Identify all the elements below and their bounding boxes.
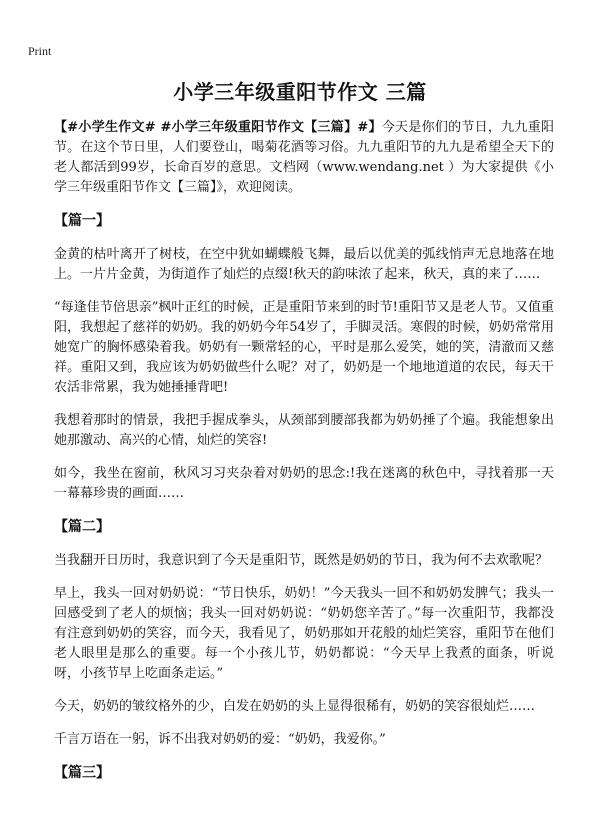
page-title: 小学三年级重阳节作文 三篇 bbox=[173, 80, 427, 104]
paragraph: 今天，奶奶的皱纹格外的少，白发在奶奶的头上显得很稀有，奶奶的笑容很灿烂…… bbox=[54, 699, 536, 714]
paragraph: 千言万语在一躬，诉不出我对奶奶的爱：“奶奶，我爱你。” bbox=[54, 732, 386, 747]
intro-paragraph bbox=[54, 118, 554, 198]
section-heading-3: 【篇三】 bbox=[54, 765, 110, 781]
intro-tag: 【#小学生作文# #小学三年级重阳节作文【三篇】#】 bbox=[54, 120, 382, 135]
paragraph: 金黄的枯叶离开了树枝，在空中犹如蝴蝶般飞舞，最后以优美的弧线悄声无息地落在地上。一片片金黄，为街道作了灿烂的点缀!秋天的韵味浓了起来，秋天，真的来了…… bbox=[54, 247, 554, 282]
print-label: Print bbox=[28, 44, 52, 58]
paragraph: 我想着那时的情景，我把手握成拳头，从颈部到腰部我都为奶奶捶了个遍。我能想象出她那激动、高兴的心情，灿烂的笑容! bbox=[54, 413, 554, 448]
paragraph: 当我翻开日历时，我意识到了今天是重阳节，既然是奶奶的节日，我为何不去欢歌呢？ bbox=[54, 553, 549, 568]
paragraph: 早上，我头一回对奶奶说：“节日快乐，奶奶！”今天我头一回不和奶奶发脾气；我头一回感受到了老人的烦恼；我头一回对奶奶说：“奶奶您辛苦了。”每一次重阳节，我都没有注意到奶奶的笑容，而今天，我看见了，奶奶那如开花般的灿烂笑容，重阳节在他们老人眼里是那么的重要。每一个小孩儿节，奶奶都说：“今天早上我煮的面条，听说呀，小孩节早上吃面条走运。” bbox=[54, 586, 554, 681]
paragraph: “每逢佳节倍思亲”枫叶正红的时候，正是重阳节来到的时节!重阳节又是老人节。又值重阳，我想起了慈祥的奶奶。我的奶奶今年54岁了，手脚灵活。寒假的时候，奶奶常常用她宽广的胸怀感染着我。奶奶有一颗常轻的心，平时是那么爱笑，她的笑，清澈而又慈祥。重阳又到，我应该为奶奶做些什么呢？对了，奶奶是一个地地道道的农民，每天干农活非常累，我为她捶捶背吧! bbox=[54, 300, 554, 395]
section-heading-1: 【篇一】 bbox=[54, 213, 110, 229]
intro-text: 今天是你们的节日，九九重阳节。在这个节日里，人们要登山，喝菊花酒等习俗。九九重阳节的九九是希望全天下的老人都活到99岁，长命百岁的意思。文档网（www.wendang.net ）为大家提供《小学三年级重阳节作文【三篇】》，欢迎阅读。 bbox=[54, 120, 554, 195]
section-heading-2: 【篇二】 bbox=[54, 519, 110, 535]
article-body bbox=[54, 118, 554, 797]
paragraph: 如今，我坐在窗前，秋风习习夹杂着对奶奶的思念:!我在迷离的秋色中，寻找着那一天一幕幕珍贵的画面…… bbox=[54, 466, 554, 501]
